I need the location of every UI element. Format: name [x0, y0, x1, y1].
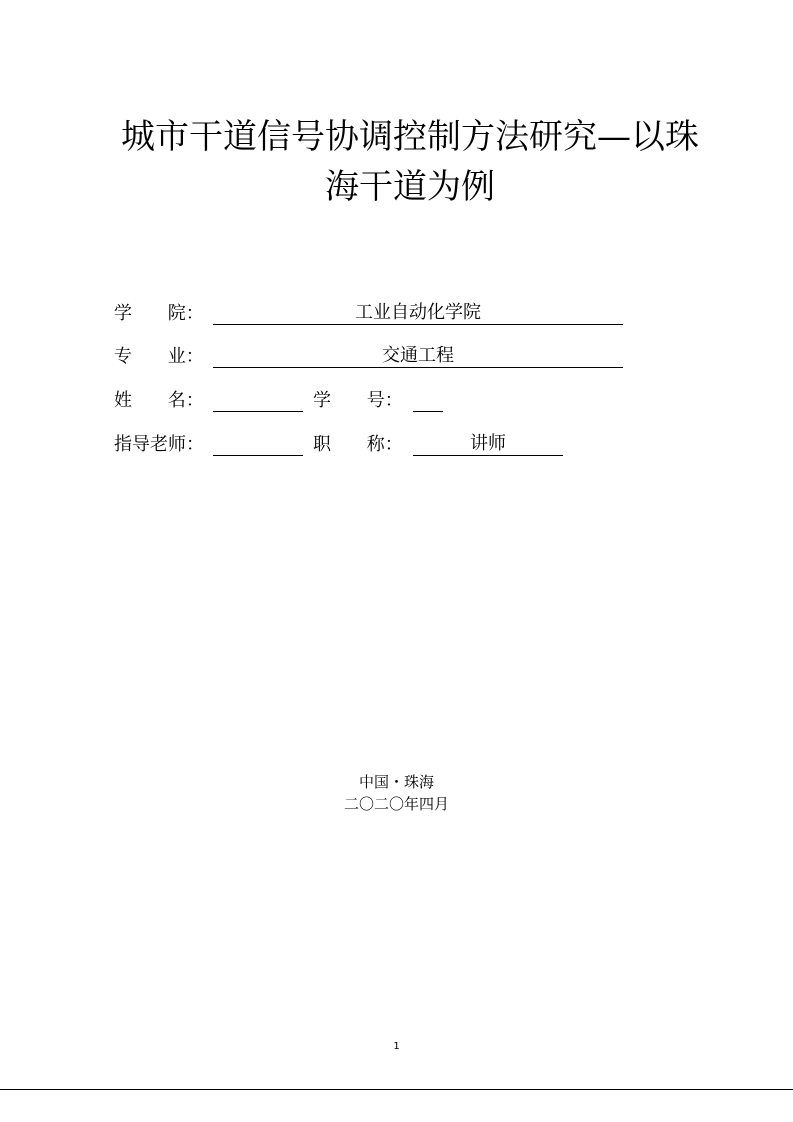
title-line-2: 海干道为例	[325, 167, 495, 207]
student-id-field	[313, 389, 445, 413]
name-label: 姓 名：	[114, 390, 204, 411]
major-value: 交通工程	[213, 345, 623, 368]
page-number: 1	[393, 1041, 400, 1052]
title-line-1: 城市干道信号协调控制方法研究—以珠	[121, 117, 699, 157]
name-value	[213, 389, 303, 412]
document-title	[100, 112, 720, 212]
advisor-label: 指导老师：	[114, 434, 204, 455]
rank-value: 讲师	[413, 433, 563, 456]
rank-label: 职 称：	[313, 434, 403, 455]
college-label: 学 院：	[114, 303, 204, 324]
advisor-value	[213, 433, 303, 456]
student-id-value	[413, 389, 443, 412]
location-text: 中国・珠海	[358, 773, 434, 791]
name-field	[114, 389, 304, 413]
major-field	[114, 345, 624, 369]
advisor-field	[114, 433, 304, 457]
student-id-label: 学 号：	[313, 390, 403, 411]
page-bottom-rule	[0, 1089, 793, 1090]
college-field	[114, 302, 624, 326]
college-value: 工业自动化学院	[213, 302, 623, 325]
date-text: 二〇二〇年四月	[343, 795, 449, 813]
rank-field	[313, 433, 565, 457]
major-label: 专 业：	[114, 346, 204, 367]
